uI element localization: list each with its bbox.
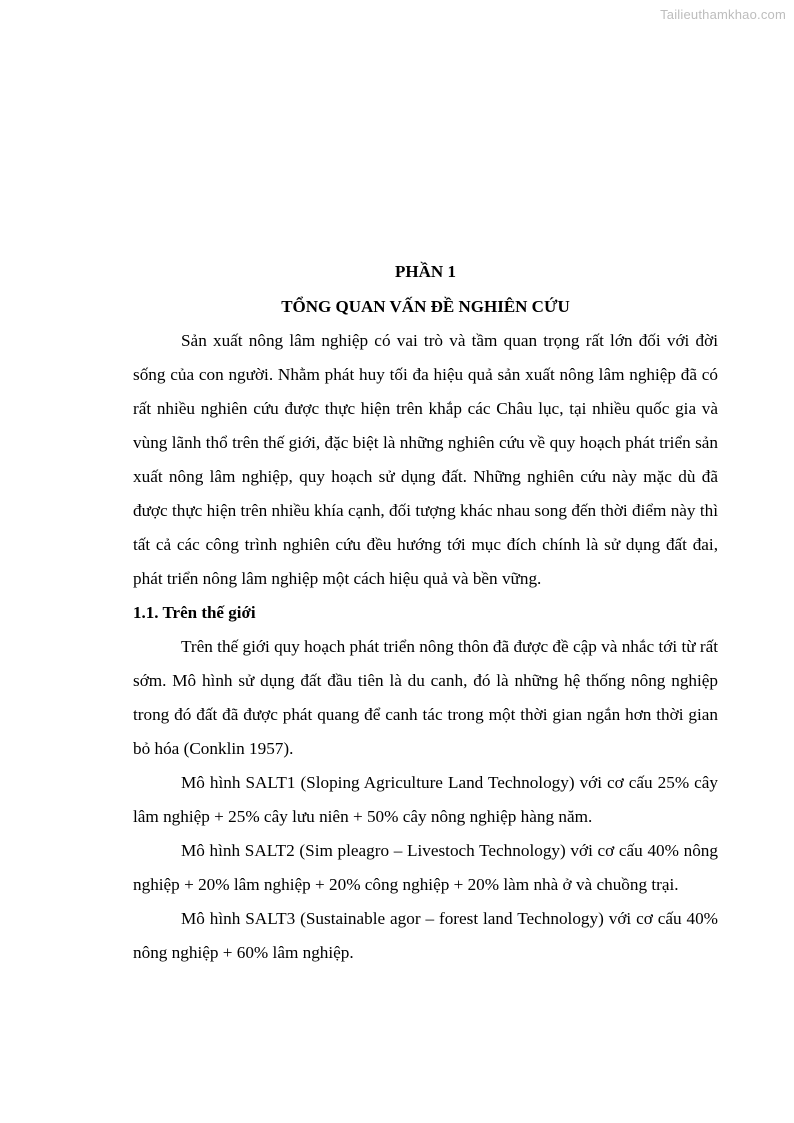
chapter-title: TỔNG QUAN VẤN ĐỀ NGHIÊN CỨU bbox=[281, 297, 570, 316]
paragraph-salt1: Mô hình SALT1 (Sloping Agriculture Land Technology) với cơ cấu 25% cây lâm nghiệp + 25% cây lưu niên + 50% cây nông nghiệp hàng năm. bbox=[133, 773, 718, 826]
part-title: PHẦN 1 bbox=[395, 262, 456, 281]
intro-paragraph: Sản xuất nông lâm nghiệp có vai trò và tầm quan trọng rất lớn đối với đời sống của con người. Nhằm phát huy tối đa hiệu quả sản xuất nông lâm nghiệp đã có rất nhiều nghiên cứu được thực hiện trên khắp các Châu lục, tại nhiều quốc gia và vùng lãnh thổ trên thế giới, đặc biệt là những nghiên cứu về quy hoạch phát triển sản xuất nông lâm nghiệp, quy hoạch sử dụng đất. Những nghiên cứu này mặc dù đã được thực hiện trên nhiều khía cạnh, đối tượng khác nhau song đến thời điểm này thì tất cả các công trình nghiên cứu đều hướng tới mục đích chính là sử dụng đất đai, phát triển nông lâm nghiệp một cách hiệu quả và bền vững. bbox=[133, 331, 718, 588]
paragraph-salt3: Mô hình SALT3 (Sustainable agor – forest land Technology) với cơ cấu 40% nông nghiệp + 60% lâm nghiệp. bbox=[133, 909, 718, 962]
document-body bbox=[133, 255, 718, 970]
paragraph-salt2: Mô hình SALT2 (Sim pleagro – Livestoch Technology) với cơ cấu 40% nông nghiệp + 20% lâm nghiệp + 20% công nghiệp + 20% làm nhà ở và chuồng trại. bbox=[133, 841, 718, 894]
watermark-text: Tailieuthamkhao.com bbox=[660, 7, 786, 22]
section-heading: 1.1. Trên thế giới bbox=[133, 603, 256, 622]
paragraph-shifting-cultivation: Trên thế giới quy hoạch phát triển nông thôn đã được đề cập và nhắc tới từ rất sớm. Mô hình sử dụng đất đầu tiên là du canh, đó là những hệ thống nông nghiệp trong đó đất đã được phát quang để canh tác trong một thời gian ngắn hơn thời gian bỏ hóa (Conklin 1957). bbox=[133, 637, 718, 758]
